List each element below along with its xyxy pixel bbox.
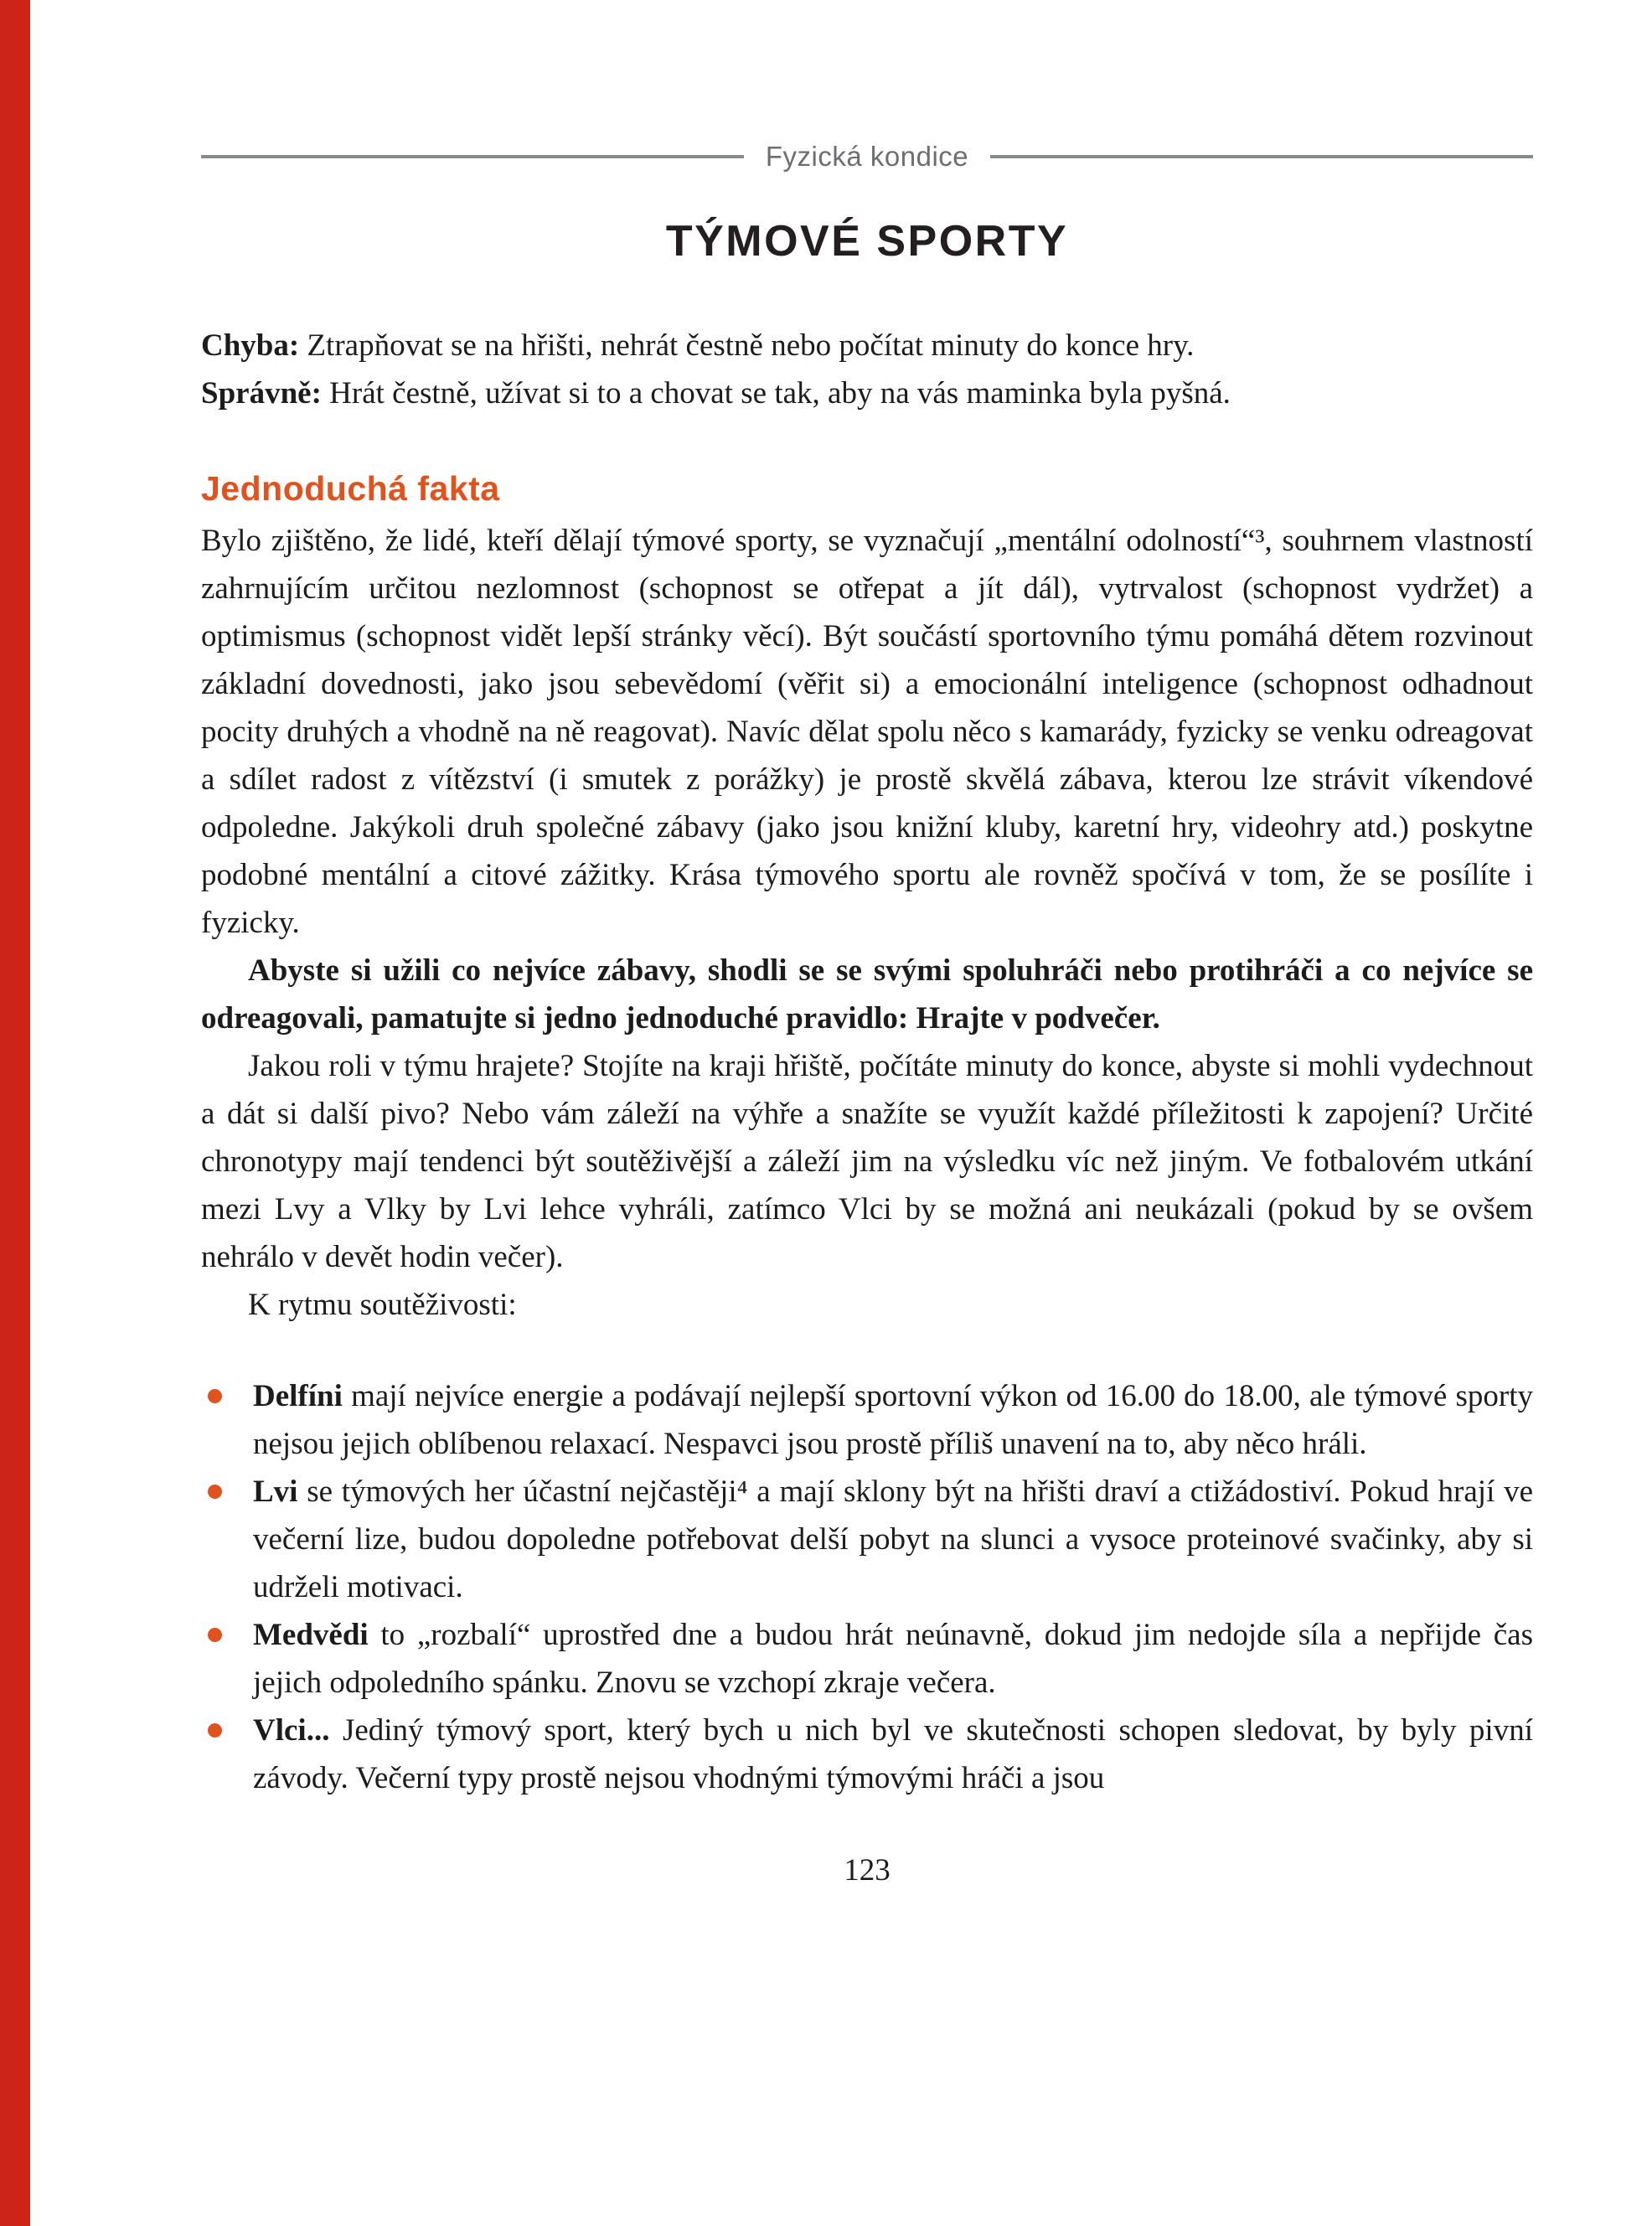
paragraph-rule-bold: Abyste si užili co nejvíce zábavy, shodli se se svými spoluhráči nebo protihráči a co nejvíce se odreagovali, pamatujte si jedno jednoduché pravidlo: Hrajte v podvečer.	[201, 953, 1533, 1036]
bullet-lead: Vlci...	[253, 1713, 330, 1748]
error-label: Chyba:	[201, 328, 300, 363]
bullet-dot	[208, 1628, 222, 1642]
error-correct-block	[201, 322, 1533, 417]
page-content	[201, 0, 1533, 1888]
page-number: 123	[844, 1853, 891, 1888]
list-item-bears	[201, 1611, 1533, 1707]
bullet-text: to „rozbalí“ uprostřed dne a budou hrát neúnavně, dokud jim nedojde síla a nepřijde čas jejich odpoledního spánku. Znovu se vzchopí zkraje večera.	[253, 1618, 1533, 1700]
correct-label: Správně:	[201, 376, 322, 411]
correct-text: Hrát čestně, užívat si to a chovat se tak, aby na vás maminka byla pyšná.	[329, 376, 1231, 411]
list-item-wolves	[201, 1707, 1533, 1802]
error-text: Ztrapňovat se na hřišti, nehrát čestně nebo počítat minuty do konce hry.	[307, 328, 1195, 363]
paragraph-facts: Bylo zjištěno, že lidé, kteří dělají týmové sporty, se vyznačují „mentální odolností“³, souhrnem vlastností zahrnujícím určitou nezlomnost (schopnost se otřepat a jít dál), vytrvalost (schopnost vydržet) a optimismus (schopnost vidět lepší stránky věcí). Být součástí sportovního týmu pomáhá dětem rozvinout základní dovednosti, jako jsou sebevědomí (věřit si) a emocionální inteligence (schopnost odhadnout pocity druhých a vhodně na ně reagovat). Navíc dělat spolu něco s kamarády, fyzicky se venku odreagovat a sdílet radost z vítězství (i smutek z porážky) je prostě skvělá zábava, kterou lze strávit víkendové odpoledne. Jakýkoli druh společné zábavy (jako jsou knižní kluby, karetní hry, videohry atd.) poskytne podobné mentální a citové zážitky. Krása týmového sportu ale rovněž spočívá v tom, že se posílíte i fyzicky.	[201, 524, 1533, 940]
bullet-dot	[208, 1723, 222, 1738]
correct-line	[201, 369, 1533, 417]
error-line	[201, 322, 1533, 369]
header-rule-right	[990, 155, 1533, 158]
bullet-dot	[208, 1389, 222, 1403]
bullet-lead: Delfíni	[253, 1379, 343, 1413]
running-header-text: Fyzická kondice	[765, 141, 969, 172]
paragraph-rhythm-intro: K rytmu soutěživosti:	[248, 1288, 517, 1322]
left-accent-bar	[0, 0, 30, 2226]
bullet-text: Jediný týmový sport, který bych u nich byl ve skutečnosti schopen sledovat, by byly pivní závody. Večerní typy prostě nejsou vhodnými týmovými hráči a jsou	[253, 1713, 1533, 1795]
list-item-dolphins	[201, 1372, 1533, 1468]
list-item-lions	[201, 1468, 1533, 1611]
page-title: TÝMOVÉ SPORTY	[665, 217, 1069, 266]
paragraph-team-role: Jakou roli v týmu hrajete? Stojíte na kraji hřiště, počítáte minuty do konce, abyste si mohli vydechnout a dát si další pivo? Nebo vám záleží na výhře a snažíte se využít každé příležitosti k zapojení? Určité chronotypy mají tendenci být soutěživější a záleží jim na výsledku víc než jiným. Ve fotbalovém utkání mezi Lvy a Vlky by Lvi lehce vyhráli, zatímco Vlci by se možná ani neukázali (pokud by se ovšem nehrálo v devět hodin večer).	[201, 1049, 1533, 1274]
header-rule-left	[201, 155, 744, 158]
bullet-text: mají nejvíce energie a podávají nejlepší sportovní výkon od 16.00 do 18.00, ale týmové sporty nejsou jejich oblíbenou relaxací. Nespavci jsou prostě příliš unavení na to, aby něco hráli.	[253, 1379, 1533, 1461]
section-heading: Jednoduchá fakta	[201, 469, 500, 508]
bullet-lead: Medvědi	[253, 1618, 369, 1652]
bullet-text: se týmových her účastní nejčastěji⁴ a mají sklony být na hřišti draví a ctižádostiví. Pokud hrají ve večerní lize, budou dopoledne potřebovat delší pobyt na slunci a vysoce proteinové svačinky, aby si udrželi motivaci.	[253, 1475, 1533, 1604]
chronotype-list	[201, 1372, 1533, 1802]
running-header	[201, 141, 1533, 173]
bullet-dot	[208, 1485, 222, 1499]
bullet-lead: Lvi	[253, 1475, 298, 1509]
